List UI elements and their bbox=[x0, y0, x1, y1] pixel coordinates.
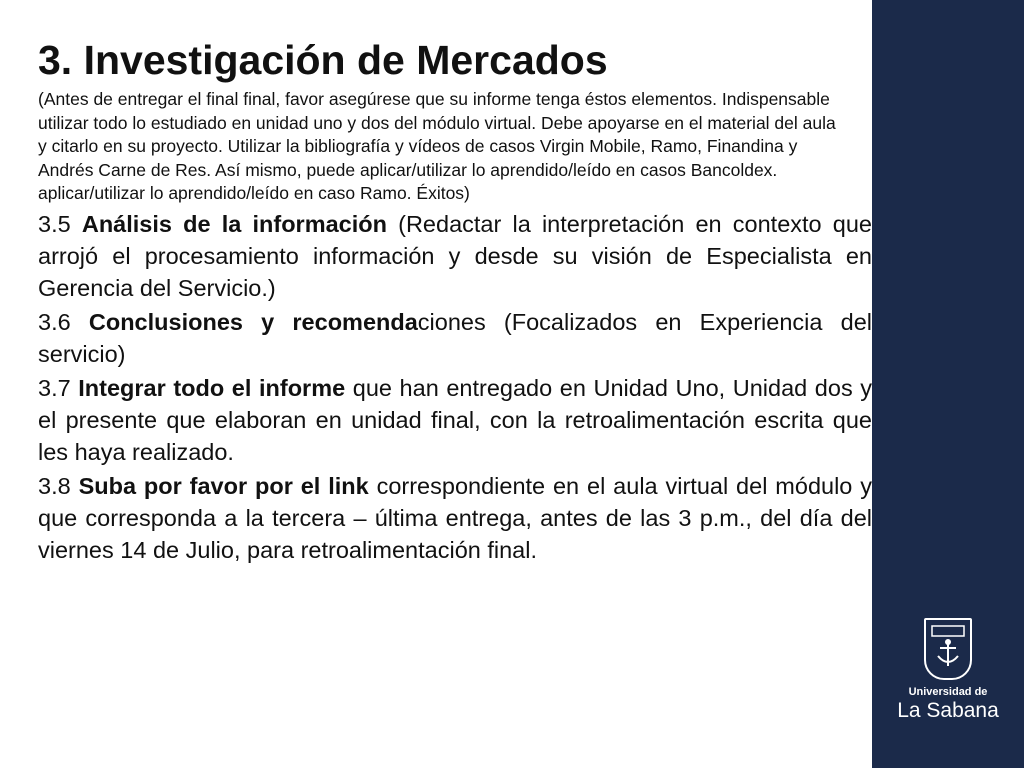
slide-content bbox=[38, 34, 872, 566]
slide-note: (Antes de entregar el final final, favor asegúrese que su informe tenga éstos elementos. Indispensable utilizar todo lo estudiado en unidad uno y dos del módulo virtual. Debe apoyarse en el material del aula y citarlo en su proyecto. Utilizar la bibliografía y vídeos de casos Virgin Mobile, Ramo, Finandina y Andrés Carne de Res. Así mismo, puede aplicar/utilizar lo aprendido/leído en casos Bancoldex. aplicar/utilizar lo aprendido/leído en caso Ramo. Éxitos) bbox=[38, 89, 836, 203]
university-seal-icon bbox=[924, 618, 972, 680]
slide-title: 3. Investigación de Mercados bbox=[38, 37, 608, 83]
logo-line-2: La Sabana bbox=[897, 699, 999, 722]
list-item bbox=[38, 306, 872, 370]
list-item bbox=[38, 470, 872, 566]
list-item bbox=[38, 208, 872, 304]
item-heading: Conclusiones y recomenda bbox=[88, 308, 418, 335]
item-number: 3.8 bbox=[38, 472, 71, 499]
list-item bbox=[38, 372, 872, 468]
university-logo bbox=[872, 618, 1024, 723]
brand-sidebar bbox=[872, 0, 1024, 768]
item-number: 3.6 bbox=[38, 308, 71, 335]
item-number: 3.7 bbox=[38, 374, 71, 401]
logo-line-1: Universidad de bbox=[908, 686, 988, 698]
item-heading: Integrar todo el informe bbox=[78, 374, 346, 401]
item-text: ciones (Focalizados en Experiencia del servicio) bbox=[38, 308, 873, 367]
item-number: 3.5 bbox=[38, 210, 71, 237]
item-text: (Redactar la interpretación en contexto que arrojó el procesamiento información y desde su visión de Especialista en Gerencia del Servicio.) bbox=[38, 210, 873, 301]
item-text: que han entregado en Unidad Uno, Unidad dos y el presente que elaboran en unidad final, con la retroalimentación escrita que les haya realizado. bbox=[38, 374, 873, 465]
item-heading: Suba por favor por el link bbox=[78, 472, 369, 499]
item-text: correspondiente en el aula virtual del módulo y que corresponda a la tercera – última entrega, antes de las 3 p.m., del día del viernes 14 de Julio, para retroalimentación final. bbox=[38, 472, 873, 563]
item-heading: Análisis de la información bbox=[81, 210, 387, 237]
